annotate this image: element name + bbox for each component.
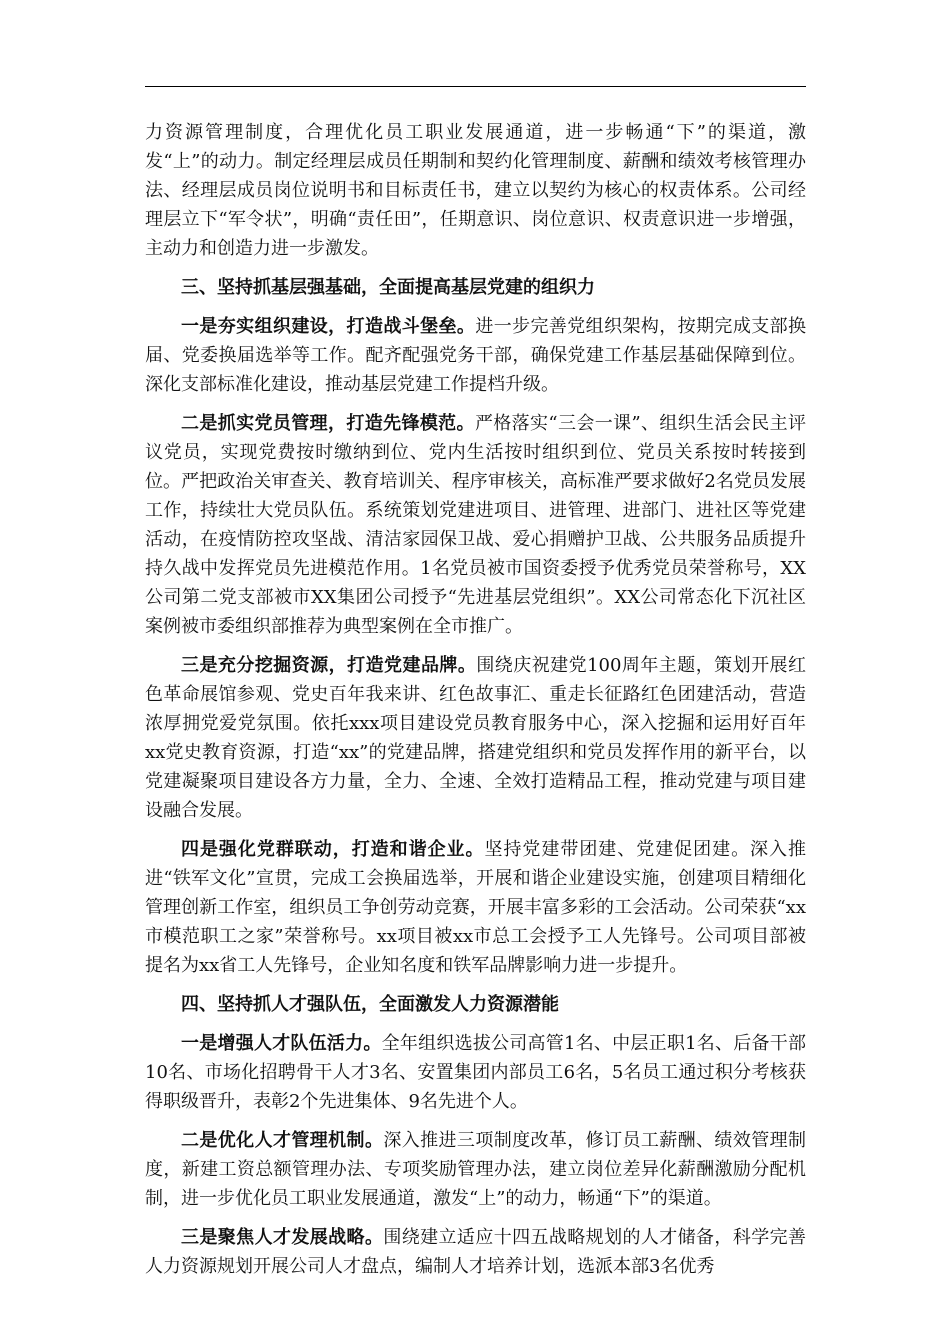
paragraph-item xyxy=(145,1126,806,1213)
paragraph-text: 全年组织选拔公司高管1名、中层正职1名、后备干部10名、市场化招聘骨干人才3名、安置集团内部员工6名，5名员工通过积分考核获得职级晋升，表彰2个先进集体、9名先进个人。 xyxy=(145,1033,807,1112)
document-body xyxy=(145,118,806,1291)
paragraph-lead: 一是增强人才队伍活力。 xyxy=(181,1033,382,1054)
paragraph-text: 围绕建立适应十四五战略规划的人才储备，科学完善人力资源规划开展公司人才盘点，编制人才培养计划，选派本部3名优秀 xyxy=(145,1227,807,1277)
header-rule xyxy=(145,86,806,87)
paragraph-text: 深入推进三项制度改革，修订员工薪酬、绩效管理制度，新建工资总额管理办法、专项奖励管理办法，建立岗位差异化薪酬激励分配机制，进一步优化员工职业发展通道，激发“上”的动力，畅通“下”的渠道。 xyxy=(145,1130,807,1209)
paragraph-continuation xyxy=(145,118,806,263)
paragraph-text: 严格落实“三会一课”、组织生活会民主评议党员，实现党费按时缴纳到位、党内生活按时组织到位、党员关系按时转接到位。严把政治关审查关、教育培训关、程序审核关，高标准严要求做好2名党员发展工作，持续壮大党员队伍。系统策划党建进项目、进管理、进部门、进社区等党建活动，在疫情防控攻坚战、清洁家园保卫战、爱心捐赠护卫战、公共服务品质提升持久战中发挥党员先进模范作用。1名党员被市国资委授予优秀党员荣誉称号，XX公司第二党支部被市XX集团公司授予“先进基层党组织”。XX公司常态化下沉社区案例被市委组织部推荐为典型案例在全市推广。 xyxy=(145,413,807,637)
paragraph-text: 围绕庆祝建党100周年主题，策划开展红色革命展馆参观、党史百年我来讲、红色故事汇、重走长征路红色团建活动，营造浓厚拥党爱党氛围。依托xxx项目建设党员教育服务中心，深入挖掘和运用好百年xx党史教育资源，打造“xx”的党建品牌，搭建党组织和党员发挥作用的新平台，以党建凝聚项目建设各方力量，全力、全速、全效打造精品工程，推动党建与项目建设融合发展。 xyxy=(145,655,807,821)
paragraph-lead: 四是强化党群联动，打造和谐企业。 xyxy=(181,839,485,860)
paragraph-lead: 一是夯实组织建设，打造战斗堡垒。 xyxy=(181,316,476,337)
paragraph-item xyxy=(145,1223,806,1281)
heading-text: 四、坚持抓人才强队伍，全面激发人力资源潜能 xyxy=(181,994,559,1015)
paragraph-lead: 二是抓实党员管理，打造先锋模范。 xyxy=(181,413,475,434)
paragraph-item xyxy=(145,409,806,641)
paragraph-item xyxy=(145,651,806,825)
paragraph-item xyxy=(145,1029,806,1116)
heading-text: 三、坚持抓基层强基础，全面提高基层党建的组织力 xyxy=(181,277,595,298)
paragraph-lead: 二是优化人才管理机制。 xyxy=(181,1130,384,1151)
paragraph-text: 坚持党建带团建、党建促团建。深入推进“铁军文化”宣贯，完成工会换届选举，开展和谐企业建设实施，创建项目精细化管理创新工作室，组织员工争创劳动竞赛，开展丰富多彩的工会活动。公司荣获“xx市模范职工之家”荣誉称号。xx项目被xx市总工会授予工人先锋号。公司项目部被提名为xx省工人先锋号，企业知名度和铁军品牌影响力进一步提升。 xyxy=(145,839,806,976)
paragraph-text: 进一步完善党组织架构，按期完成支部换届、党委换届选举等工作。配齐配强党务干部，确保党建工作基层基础保障到位。深化支部标准化建设，推动基层党建工作提档升级。 xyxy=(145,316,807,395)
section-heading-3 xyxy=(145,273,806,302)
paragraph-item xyxy=(145,312,806,399)
paragraph-item xyxy=(145,835,806,980)
paragraph-text: 力资源管理制度，合理优化员工职业发展通道，进一步畅通“下”的渠道，激发“上”的动力。制定经理层成员任期制和契约化管理制度、薪酬和绩效考核管理办法、经理层成员岗位说明书和目标责任书，建立以契约为核心的权责体系。公司经理层立下“军令状”，明确“责任田”，任期意识、岗位意识、权责意识进一步增强，主动力和创造力进一步激发。 xyxy=(145,122,806,259)
paragraph-lead: 三是聚焦人才发展战略。 xyxy=(181,1227,384,1248)
section-heading-4 xyxy=(145,990,806,1019)
paragraph-lead: 三是充分挖掘资源，打造党建品牌。 xyxy=(181,655,477,676)
